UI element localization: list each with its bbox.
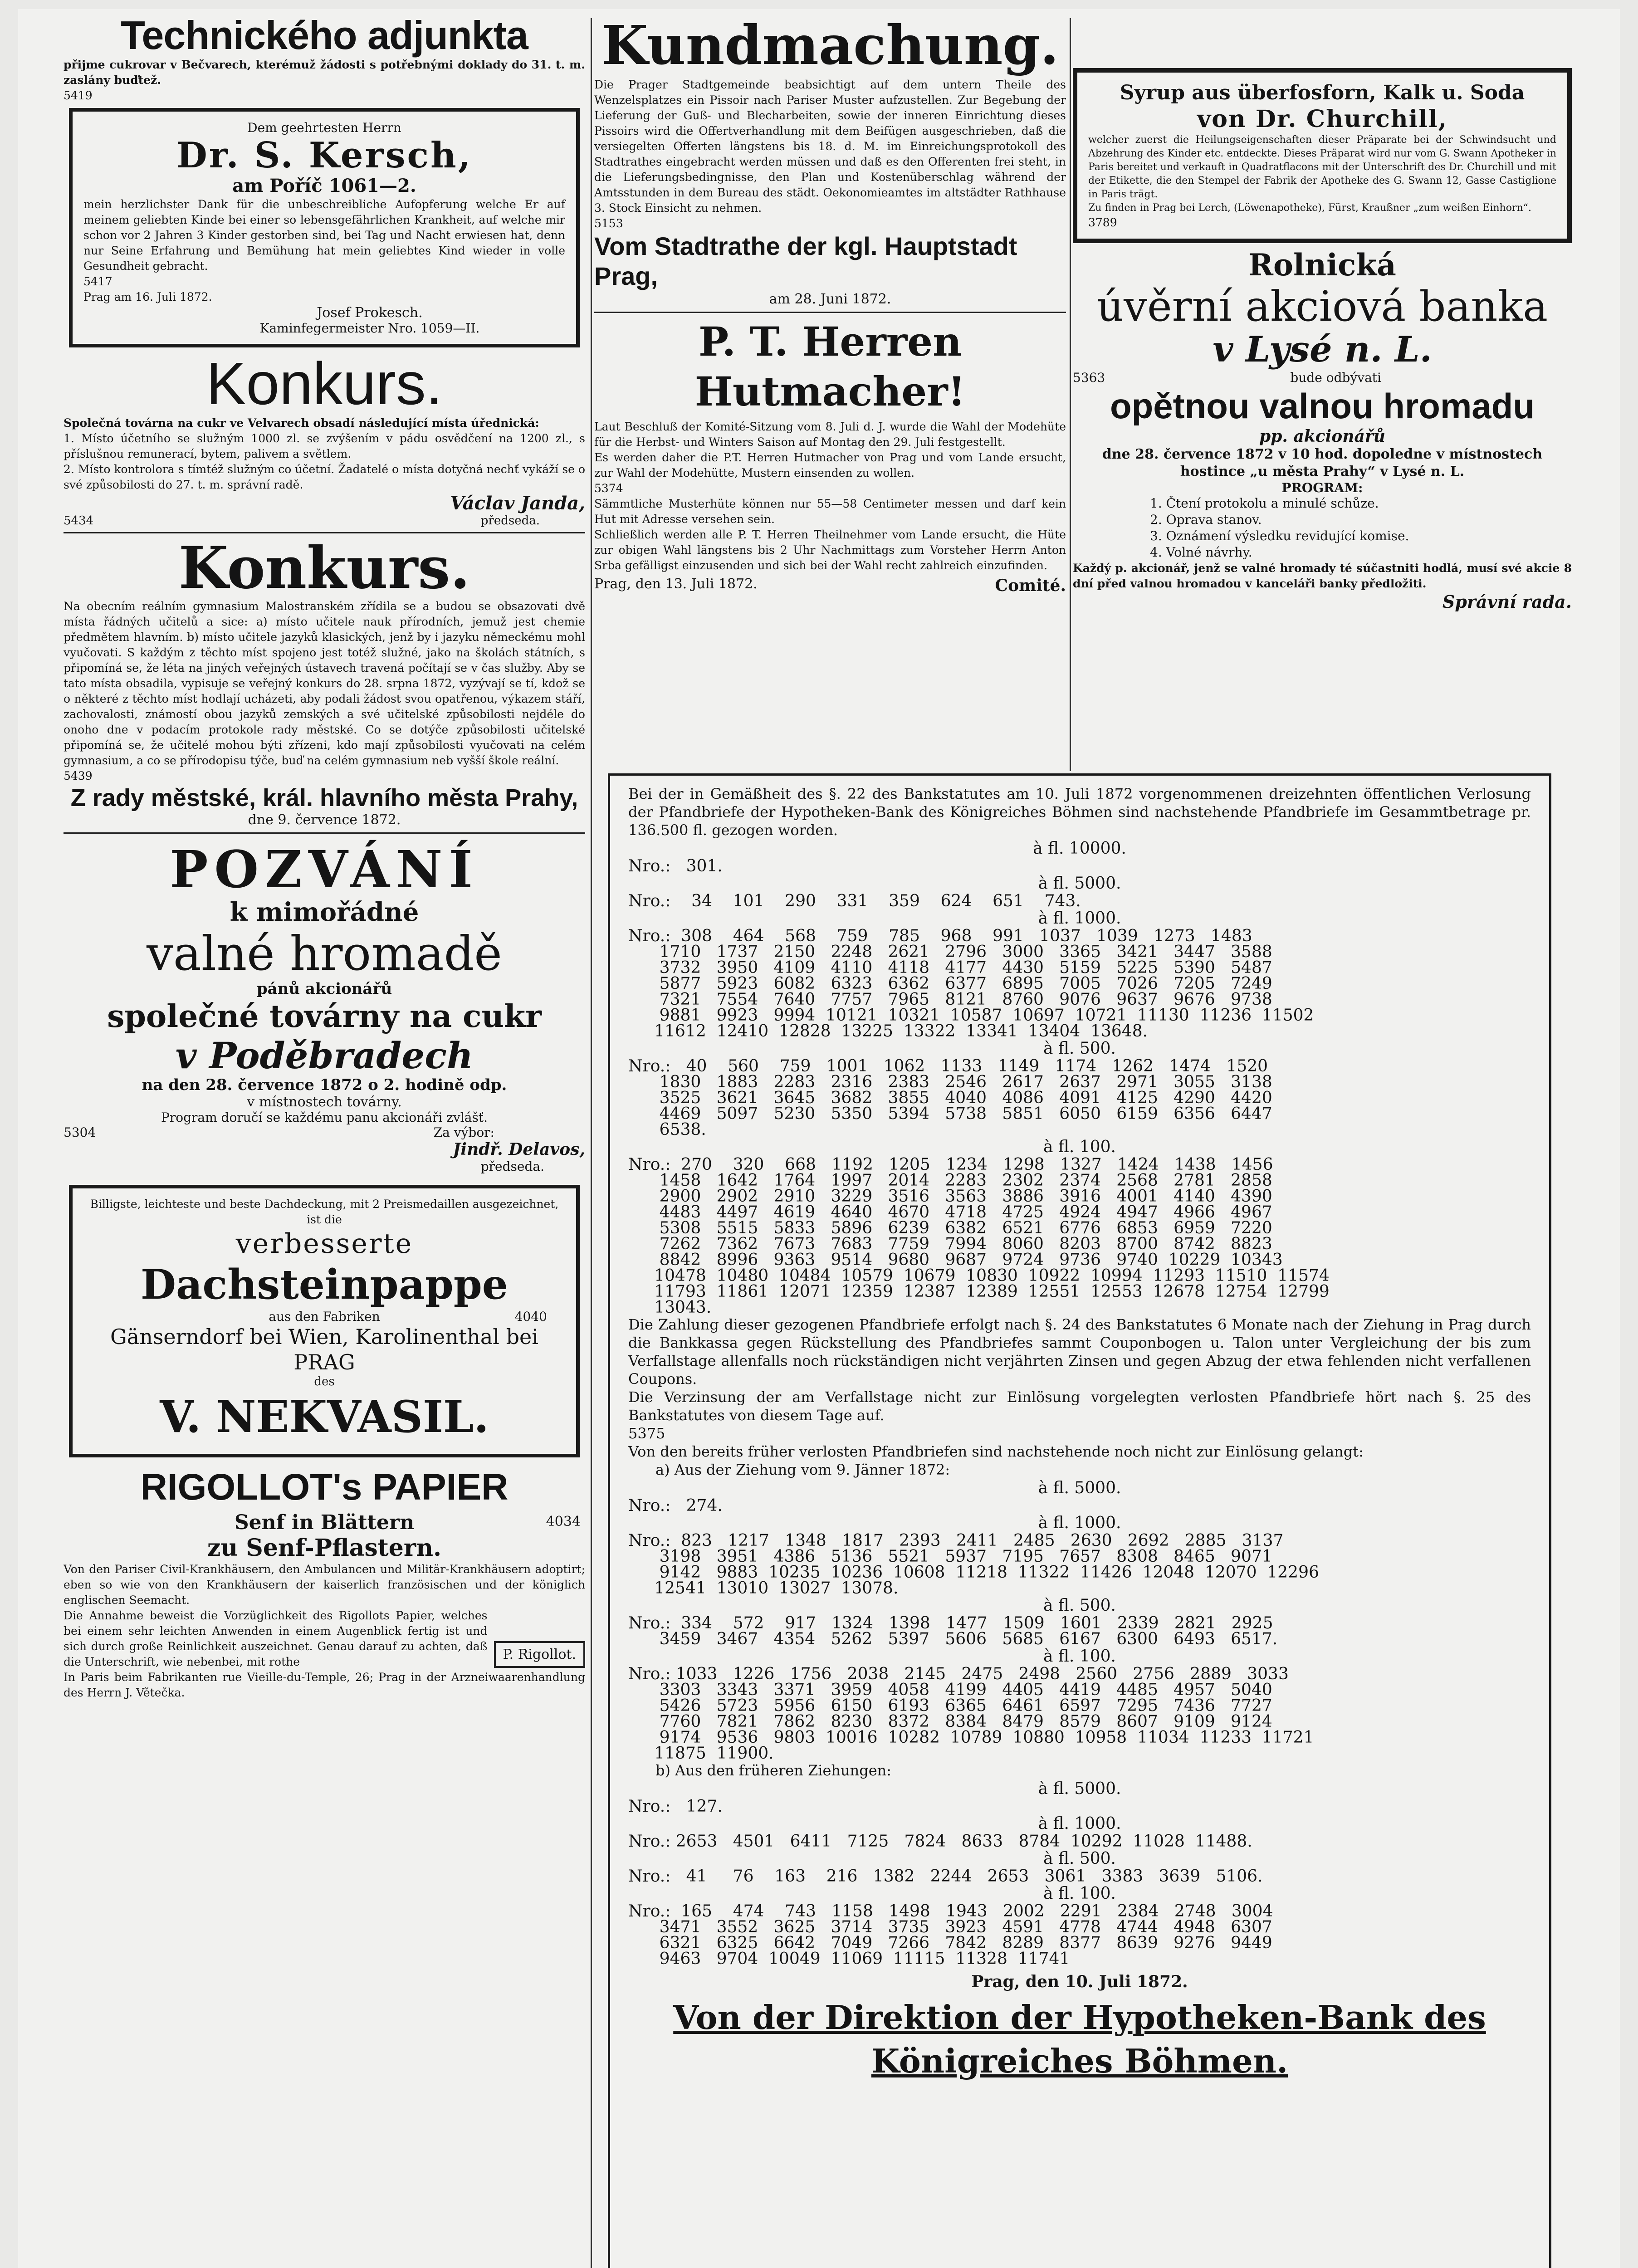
denomination-title: à fl. 1000. (1038, 1514, 1121, 1532)
denomination-group (628, 1514, 1531, 1596)
subsection-a: a) Aus der Ziehung vom 9. Jänner 1872: (655, 1461, 950, 1478)
number-row: 7321 7554 7640 7757 7965 8121 8760 9076 9637 9676 9738 (628, 990, 1272, 1009)
column-rule-middle (1070, 18, 1071, 771)
number-row: 1710 1737 2150 2248 2621 2796 3000 3365 3421 3447 3588 (628, 943, 1272, 961)
ad-number: 5363 (1073, 370, 1105, 385)
ad-churchill-syrup (1073, 68, 1572, 243)
ad-title: P. T. Herren Hutmacher! (694, 318, 966, 415)
program-title: PROGRAM: (1281, 480, 1363, 495)
number-row: 4483 4497 4619 4640 4670 4718 4725 4924 4947 4966 4967 (628, 1203, 1272, 1222)
number-row: 3471 3552 3625 3714 3735 3923 4591 4778 4744 4948 6307 (628, 1918, 1272, 1936)
doctor-address: am Poříč 1061—2. (232, 175, 416, 196)
left-column (64, 9, 585, 2268)
factory-places: Gänserndorf bei Wien, Karolinenthal bei PRAG (110, 1325, 538, 1374)
ad-konkurs-gymnasium (64, 534, 585, 828)
ad-number: 4034 (546, 1514, 581, 1530)
ad-number: 5374 (594, 482, 623, 495)
signature: Vom Stadtrathe der kgl. Hauptstadt Prag, (594, 232, 1017, 290)
bank-name: úvěrní akciová banka (1096, 282, 1548, 331)
denomination-group (628, 1479, 1531, 1514)
ad-text: welcher zuerst die Heilungseigenschaften dieser Präparate bei der Schwindsucht und Abzehrung des Kinder etc. entdeckte. Dieses Präparat wird nur vom G. Swann Apotheker in Paris bereitet und verkauft in Quadratflacons mit der Unterschrift des Dr. Churchill und mit der Etikette, die den Stempel der Fabrik der Apotheke des G. Swann 12, Gasse Castiglione in Paris trägt. (1088, 134, 1556, 200)
ad-number: 5417 (83, 275, 112, 288)
signature-stamp: P. Rigollot. (494, 1641, 585, 1668)
number-row: 2900 2902 2910 3229 3516 3563 3886 3916 4001 4140 4390 (628, 1187, 1272, 1206)
number-row: 9881 9923 9994 10121 10321 10587 10697 10721 11130 11236 11502 (628, 1006, 1314, 1025)
denomination-title: à fl. 5000. (1038, 1479, 1121, 1497)
number-row: Nro.: 40 560 759 1001 1062 1133 1149 1174 1262 1474 1520 (628, 1057, 1268, 1075)
thanks-text: mein herzlichster Dank für die unbeschreibliche Aufopferung welche Er auf meinem geliebten Kinde bei einer so lebensgefährlichen Krankheit, auf welche mir schon vor 2 Jahren 3 Kinder gestorben sind, bei Tag und Nacht erwiesen hat, denn nur Seine Erfahrung und Bemühung hat mein geliebtes Kind wieder in volle Gesundheit gebracht. (83, 198, 565, 273)
number-row: 10478 10480 10484 10579 10679 10830 10922 10994 11293 11510 11574 (628, 1266, 1330, 1285)
meeting-date: na den 28. července 1872 o 2. hodině odp. (142, 1076, 507, 1094)
ad-text: přijme cukrovar v Bečvarech, kterémuž žádosti s potřebnými doklady do 31. t. m. zaslány buďtež. (64, 58, 585, 87)
date: dne 9. července 1872. (248, 812, 401, 828)
ad-text: Na obecním reálním gymnasium Malostranském zřídila se a budou se obsazovati dvě místa řádných učitelů a sice: a) místo učitele nauk přírodních, jemuž jest chemie předmětem hlavním. b) místo učitele jazyků klasických, jenž by i jazyku německému mohl vyučovati. S každým z těchto míst spojeno jest totéž služné, jako na školách státních, s připomíná se, že léta na jiných veřejných ústavech travená počítají se v čas služby. Aby se tato místa obsadila, vypisuje se veřejný konkurs do 28. srpna 1872, vyzývají se tí, kdož se o některé z těchto míst hodlají ucházeti, aby podali žádost svou opatřenou, výkazem stáří, zachovalosti, známostí obou jazyků zemských a své učitelské způsobilosti nejdéle do onoho dne v podacím protokole rady městské. Co se dotýče způsobilosti učitelské připomíná se, že učitelé mohou býti zřízeni, kdo mají způsobilosti vyučovati na celém gymnasium, a co se přírodopisu týče, buď na celém gymnasium neb vyšší škole reální. (64, 600, 585, 767)
signature: Josef Prokesch. (317, 305, 423, 321)
divider (594, 312, 1066, 313)
ad-dachsteinpappe (69, 1185, 580, 1457)
denomination-group (628, 1779, 1531, 1814)
right-column (1073, 9, 1572, 771)
number-row: Nro.: 127. (628, 1797, 723, 1816)
number-row: 12541 13010 13027 13078. (628, 1579, 899, 1598)
program-item: 4. Volné návrhy. (1150, 545, 1252, 560)
ad-text: Es werden daher die P.T. Herren Hutmacher von Prag und vom Lande ersucht, zur Wahl der Modehütte, Mustern einsenden zu wollen. (594, 451, 1066, 479)
ad-rigollot (64, 1466, 585, 1701)
ad-number: 5419 (64, 89, 93, 102)
denomination-title: à fl. 500. (1043, 1039, 1116, 1058)
program-item: 1. Čtení protokolu a minulé schůze. (1150, 496, 1379, 511)
number-row: 7760 7821 7862 8230 8372 8384 8479 8579 8607 9109 9124 (628, 1712, 1272, 1731)
number-row: 3525 3621 3645 3682 3855 4040 4086 4091 4125 4290 4420 (628, 1089, 1272, 1107)
number-row: 4469 5097 5230 5350 5394 5738 5851 6050 6159 6356 6447 (628, 1105, 1272, 1123)
signature: Comité. (995, 576, 1066, 595)
unredeemed-list-a (628, 1479, 1531, 1761)
ad-number: 3789 (1088, 216, 1117, 229)
number-row: 5308 5515 5833 5896 6239 6382 6521 6776 6853 6959 7220 (628, 1219, 1272, 1237)
ad-text: In Paris beim Fabrikanten rue Vieille-du-Temple, 26; Prag in der Arzneiwaarenhandlung des Herrn J. Větečka. (64, 1671, 585, 1699)
ad-number: 5439 (64, 769, 93, 782)
salutation: Dem geehrtesten Herrn (247, 120, 401, 135)
signature: Jindř. Delavos, (453, 1140, 585, 1159)
ad-line: des (314, 1375, 335, 1388)
ad-technical-adjunct (64, 14, 585, 103)
date: am 28. Juni 1872. (769, 291, 891, 307)
number-row: Nro.: 1033 1226 1756 2038 2145 2475 2498 2560 2756 2889 3033 (628, 1665, 1289, 1683)
denomination-group (628, 874, 1531, 909)
denomination-group (628, 1138, 1531, 1315)
denomination-group (628, 1884, 1531, 1967)
date: Prag, den 13. Juli 1872. (594, 576, 758, 592)
denomination-group (628, 1039, 1531, 1138)
interest-terms: Die Verzinsung der am Verfallstage nicht zur Einlösung vorgelegten verlosten Pfandbriefe hört nach §. 25 des Bankstatutes von diesem Tage auf. (628, 1388, 1531, 1424)
number-row: Nro.: 823 1217 1348 1817 2393 2411 2485 2630 2692 2885 3137 (628, 1531, 1284, 1550)
number-row: Nro.: 301. (628, 857, 723, 875)
ad-title: Kundmachung. (601, 14, 1059, 77)
number-row: Nro.: 2653 4501 6411 7125 7824 8633 8784 10292 11028 11488. (628, 1832, 1252, 1851)
firm-name: V. NEKVASIL. (160, 1391, 489, 1442)
number-row: Nro.: 308 464 568 759 785 968 991 1037 1039 1273 1483 (628, 927, 1252, 945)
payment-terms: Die Zahlung dieser gezogenen Pfandbriefe erfolgt nach §. 24 des Bankstatutes 6 Monate nach der Ziehung in Prag durch die Bankkassa gegen Rückstellung des Pfandbriefes sammt Couponbogen u. Talon unter Vergleichung der bis zum Verfallstage allenfalls noch rückständigen nicht verjährten Zinsen und gegen Abzug der etwa fehlenden nicht verfallenen Coupons. (628, 1316, 1531, 1388)
ad-subtitle: von Dr. Churchill, (1197, 105, 1447, 133)
denomination-title: à fl. 500. (1043, 1849, 1116, 1868)
doctor-name: Dr. S. Kersch, (176, 135, 472, 176)
ad-number: 5304 (64, 1125, 96, 1140)
column-rule-left (591, 18, 592, 2268)
ad-text: Von den Pariser Civil-Krankhäusern, den Ambulancen und Militär-Krankhäusern adoptirt; eben so wie von den Krankhäusern der kaiserlich französischen und der königlich englischen Seemacht. (64, 1563, 585, 1607)
ad-text: Každý p. akcionář, jenž se valné hromady té súčastniti hodlá, musí své akcie 8 dní před valnou hromadou v kanceláři banky předložiti. (1073, 562, 1572, 590)
number-row: 8842 8996 9363 9514 9680 9687 9724 9736 9740 10229 10343 (628, 1251, 1283, 1269)
ad-text: Schließlich werden alle P. T. Herren Theilnehmer vom Lande ersucht, die Hüte zur obigen Wahl längstens bis 2 Uhr Nachmittags zum Vorsteher Herrn Anton Srba gefälligst einzusenden und sich bei der Wahl recht zahlreich einzufinden. (594, 528, 1066, 572)
bank-place: v Lysé n. L. (1213, 329, 1432, 370)
denomination-title: à fl. 100. (1043, 1884, 1116, 1903)
ad-title: Konkurs. (206, 350, 443, 417)
ad-line: bude odbývati (1290, 370, 1381, 385)
ad-text: Die Annahme beweist die Vorzüglichkeit des Rigollots Papier, welches bei einem sehr leichten Anwenden in einem Augenblick fertig ist und sich durch große Reinlichkeit auszeichnet. Genau darauf zu achten, daß die Unterschrift, wie nebenbei, mit rothe (64, 1609, 488, 1668)
denomination-group (628, 1814, 1531, 1849)
date: Prag am 16. Juli 1872. (83, 290, 212, 303)
signature: Václav Janda, (450, 493, 585, 514)
ad-heading: valné hromadě (147, 926, 502, 981)
number-row: Nro.: 274. (628, 1496, 723, 1515)
number-row: 6321 6325 6642 7049 7266 7842 8289 8377 8639 9276 9449 (628, 1934, 1272, 1952)
number-row: 3303 3343 3371 3959 4058 4199 4405 4419 4485 4957 5040 (628, 1681, 1272, 1699)
ad-number: 5153 (594, 217, 623, 230)
ad-text: Sämmtliche Musterhüte können nur 55—58 Centimeter messen und darf kein Hut mit Adresse versehen sein. (594, 497, 1066, 526)
program-item: 2. Oprava stanov. (1150, 512, 1262, 527)
subsection-b: b) Aus den früheren Ziehungen: (655, 1762, 892, 1779)
ad-title: RIGOLLOT's PAPIER (140, 1466, 509, 1508)
ad-line: zu Senf-Pflastern. (207, 1534, 442, 1562)
lottery-intro: Bei der in Gemäßheit des §. 22 des Bankstatutes am 10. Juli 1872 vorgenommenen dreizehnten öffentlichen Verlosung der Pfandbriefe der Hypotheken-Bank des Königreiches Böhmen sind nachstehende Pfandbriefe im Gesammtbetrage pr. 136.500 fl. gezogen worden. (628, 785, 1531, 839)
divider (64, 532, 585, 533)
number-row: 5426 5723 5956 6150 6193 6365 6461 6597 7295 7436 7727 (628, 1696, 1272, 1715)
signature-role: předseda. (480, 1159, 544, 1174)
number-row: 9463 9704 10049 11069 11115 11328 11741 (628, 1950, 1070, 1968)
ad-line: verbesserte (235, 1228, 413, 1260)
number-row: 1830 1883 2283 2316 2383 2546 2617 2637 2971 3055 3138 (628, 1073, 1272, 1091)
company-place: v Poděbradech (175, 1034, 474, 1077)
divider (64, 832, 585, 834)
unredeemed-intro: Von den bereits früher verlosten Pfandbriefen sind nachstehende noch nicht zur Einlösung gelangt: (628, 1443, 1364, 1460)
ad-title: Syrup aus überfosforn, Kalk u. Soda (1120, 81, 1525, 104)
ad-kundmachung (594, 14, 1066, 307)
ad-number: 4040 (514, 1309, 547, 1324)
number-row: 11875 11900. (628, 1744, 774, 1763)
ad-hutmacher (594, 317, 1066, 595)
notice-signature: Von der Direktion der Hypotheken-Bank des Königreiches Böhmen. (673, 1998, 1486, 2080)
ad-text: Zu finden in Prag bei Lerch, (Löwenapotheke), Fürst, Kraußner „zum weißen Einhorn“. (1088, 202, 1531, 214)
ad-title: Konkurs. (178, 534, 470, 601)
meeting-place: v místnostech továrny. (247, 1094, 402, 1110)
ad-item: 2. Místo kontrolora s tímtéž služným co účetní. Žadatelé o místa dotyčná nechť vykáží se o své způsobilosti do 27. t. m. správní radě. (64, 463, 585, 491)
ad-text: Společná továrna na cukr ve Velvarech obsadí následující místa úřednická: (64, 416, 539, 430)
program-note: Program doručí se každému panu akcionáři zvlášť. (161, 1110, 488, 1125)
notice-date: Prag, den 10. Juli 1872. (971, 1972, 1188, 1991)
denomination-title: à fl. 10000. (1033, 839, 1126, 858)
ad-line: aus den Fabriken (269, 1309, 380, 1324)
denomination-title: à fl. 5000. (1038, 1779, 1121, 1798)
denomination-group (628, 1596, 1531, 1647)
ad-line: pp. akcionářů (1259, 427, 1385, 446)
number-row: 5877 5923 6082 6323 6362 6377 6895 7005 7026 7205 7249 (628, 974, 1272, 993)
ad-invitation-podebrady (64, 840, 585, 1174)
denomination-title: à fl. 500. (1043, 1596, 1116, 1615)
number-row: Nro.: 334 572 917 1324 1398 1477 1509 1601 2339 2821 2925 (628, 1614, 1273, 1633)
committee: Za výbor: (433, 1125, 494, 1140)
signature-title: Kaminfegermeister Nro. 1059—II. (259, 321, 480, 336)
denomination-title: à fl. 5000. (1038, 874, 1121, 893)
number-row: 3459 3467 4354 5262 5397 5606 5685 6167 6300 6493 6517. (628, 1630, 1278, 1648)
ad-title: Technického adjunkta (121, 13, 528, 58)
ad-item: 1. Místo účetního se služným 1000 zl. se zvýšením v pádu osvědčení na 1200 zl., s příslušnou remunerací, bytem, palivem a světlem. (64, 432, 585, 460)
meeting-date: dne 28. července 1872 v 10 hod. dopoledne v místnostech hostince „u města Prahy“ v Lysé n. L. (1102, 446, 1543, 479)
denomination-title: à fl. 1000. (1038, 1814, 1121, 1833)
number-row: 11793 11861 12071 12359 12387 12389 12551 12553 12678 12754 12799 (628, 1282, 1330, 1301)
number-row: 3198 3951 4386 5136 5521 5937 7195 7657 8308 8465 9071 (628, 1547, 1272, 1566)
signature: Správní rada. (1442, 591, 1572, 612)
ad-line: pánů akcionářů (256, 980, 392, 998)
number-row: 11612 12410 12828 13225 13322 13341 13404 13648. (628, 1022, 1148, 1041)
number-row: 9174 9536 9803 10016 10282 10789 10880 10958 11034 11233 11721 (628, 1728, 1314, 1747)
denomination-group (628, 1647, 1531, 1761)
product-name: Dachsteinpappe (140, 1261, 509, 1309)
pfandbrief-lottery-notice (608, 773, 1551, 2268)
signature-role: předseda. (480, 514, 540, 528)
denomination-group (628, 909, 1531, 1039)
ad-heading: opětnou valnou hromadu (1110, 386, 1535, 426)
number-row: 7262 7362 7673 7683 7759 7994 8060 8203 8700 8742 8823 (628, 1235, 1272, 1253)
denomination-title: à fl. 100. (1043, 1138, 1116, 1156)
ad-title: POZVÁNÍ (170, 840, 479, 899)
number-row: 6538. (628, 1120, 706, 1139)
program-list (1073, 495, 1572, 561)
number-row: Nro.: 34 101 290 331 359 624 651 743. (628, 892, 1081, 910)
denomination-group (628, 839, 1531, 874)
number-row: Nro.: 270 320 668 1192 1205 1234 1298 1327 1424 1438 1456 (628, 1155, 1273, 1174)
ad-konkurs-velvary (64, 352, 585, 528)
ad-subtitle: k mimořádné (230, 897, 419, 927)
denomination-title: à fl. 1000. (1038, 909, 1121, 928)
program-item: 3. Oznámení výsledku revidující komise. (1150, 528, 1409, 543)
number-row: Nro.: 165 474 743 1158 1498 1943 2002 2291 2384 2748 3004 (628, 1902, 1273, 1921)
ad-text: Die Prager Stadtgemeinde beabsichtigt auf dem untern Theile des Wenzelsplatzes ein Pissoir nach Pariser Muster aufzustellen. Zur Begebung der Lieferung der Guß- und Blecharbeiten, sowie der inneren Einrichtung dieses Pissoirs wird die Offertverhandlung mit dem Beifügen ausgeschrieben, daß die versiegelten Offerten längstens bis 18. d. M. im Einreichungsprotokoll des Stadtrathes eingebracht werden müssen und daß es den Offerenten frei steht, in die Lieferungsbedingnisse, den Plan und Kostenüberschlag während der Amtsstunden in dem Bureau des städt. Oekonomieamtes im altstädter Rathhause 3. Stock Einsicht zu nehmen. (594, 78, 1066, 215)
ad-text: Laut Beschluß der Komité-Sitzung vom 8. Juli d. J. wurde die Wahl der Modehüte für die Herbst- und Winters Saison auf Montag den 29. Juli festgestellt. (594, 420, 1066, 449)
notice-number: 5375 (628, 1425, 665, 1442)
ad-line: Senf in Blättern (234, 1511, 415, 1534)
ad-intro: Billigste, leichteste und beste Dachdeckung, mit 2 Preismedaillen ausgezeichnet, ist die (90, 1198, 559, 1226)
ad-number: 5434 (64, 514, 94, 528)
ad-kersch-thanks (69, 108, 580, 347)
denomination-group (628, 1849, 1531, 1884)
number-row: 1458 1642 1764 1997 2014 2283 2302 2374 2568 2781 2858 (628, 1171, 1272, 1190)
signature: Z rady městské, král. hlavního města Prahy, (70, 784, 578, 811)
number-row: 13043. (628, 1298, 712, 1317)
lottery-draw-list (628, 839, 1531, 1315)
ad-rolnicka-banka (1073, 248, 1572, 612)
unredeemed-list-b (628, 1779, 1531, 1967)
number-row: 9142 9883 10235 10236 10608 11218 11322 11426 12048 12070 12296 (628, 1563, 1319, 1582)
number-row: Nro.: 41 76 163 216 1382 2244 2653 3061 3383 3639 5106. (628, 1867, 1263, 1886)
newspaper-page (18, 9, 1620, 2268)
middle-column (594, 9, 1066, 771)
denomination-title: à fl. 100. (1043, 1647, 1116, 1666)
number-row: 3732 3950 4109 4110 4118 4177 4430 5159 5225 5390 5487 (628, 958, 1272, 977)
company-name: společné továrny na cukr (107, 998, 542, 1035)
ad-title: Rolnická (1248, 247, 1396, 283)
